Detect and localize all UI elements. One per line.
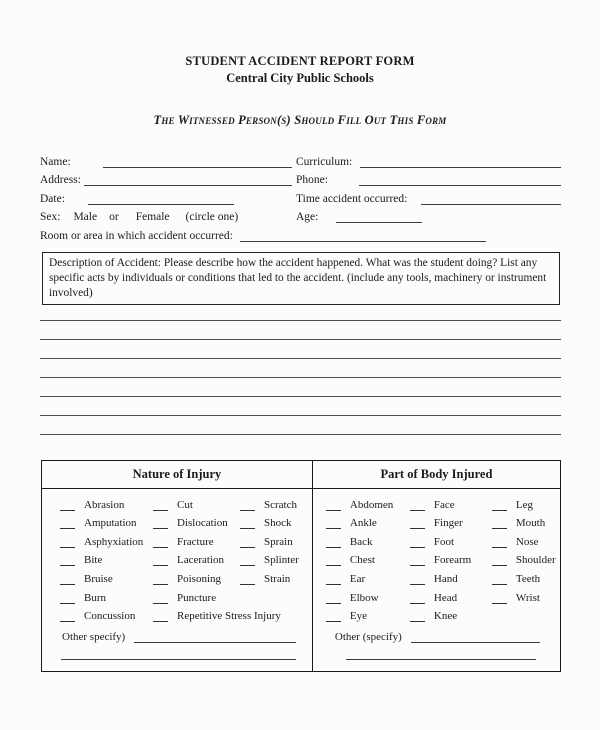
circle-one-note: (circle one) xyxy=(185,211,239,223)
writing-line[interactable] xyxy=(40,416,561,435)
checkmark-blank[interactable] xyxy=(240,516,255,529)
injury-table xyxy=(41,460,561,672)
body-part-option[interactable] xyxy=(326,585,410,604)
sex-option-male[interactable]: Male xyxy=(73,211,98,223)
form-title: STUDENT ACCIDENT REPORT FORM xyxy=(185,54,415,68)
phone-label: Phone: xyxy=(296,174,328,186)
option-label: Strain xyxy=(264,572,291,585)
body-part-option[interactable] xyxy=(410,492,492,511)
form-header xyxy=(0,54,600,128)
checkmark-blank[interactable] xyxy=(240,535,255,548)
option-label: Shock xyxy=(264,517,292,530)
address-input-line[interactable] xyxy=(84,172,292,186)
checkmark-blank[interactable] xyxy=(492,553,507,566)
option-label: Dislocation xyxy=(177,517,228,530)
checkmark-blank[interactable] xyxy=(326,572,341,585)
option-label: Poisoning xyxy=(177,572,222,585)
checkmark-blank[interactable] xyxy=(153,516,168,529)
body-part-option[interactable] xyxy=(410,529,492,548)
checkmark-blank[interactable] xyxy=(410,553,425,566)
nature-extra-input-line[interactable] xyxy=(61,658,296,660)
body-column-3 xyxy=(492,492,556,622)
injury-option[interactable] xyxy=(153,585,240,604)
injury-option[interactable] xyxy=(60,548,153,567)
option-label: Bruise xyxy=(84,572,113,585)
checkmark-blank[interactable] xyxy=(410,498,425,511)
option-label: Head xyxy=(433,591,458,604)
body-other-row xyxy=(313,624,560,643)
writing-line[interactable] xyxy=(40,321,561,340)
option-label: Abrasion xyxy=(84,498,125,511)
checkmark-blank[interactable] xyxy=(240,553,255,566)
option-label: Eye xyxy=(349,610,368,623)
checkmark-blank[interactable] xyxy=(326,553,341,566)
age-input-line[interactable] xyxy=(336,209,422,223)
checkmark-blank[interactable] xyxy=(153,535,168,548)
injury-option[interactable] xyxy=(240,492,299,511)
writing-line[interactable] xyxy=(40,302,561,321)
option-label: Bite xyxy=(84,554,103,567)
checkmark-blank[interactable] xyxy=(153,498,168,511)
part-of-body-cell xyxy=(313,489,560,671)
nature-column-3 xyxy=(240,492,299,622)
description-prompt: Description of Accident: Please describe how the accident happened. What was the student doing? List any specific acts by individuals or conditions that led to the accident. (include any tools, machinery or instrument involved) xyxy=(49,257,547,299)
checkmark-blank[interactable] xyxy=(410,535,425,548)
curriculum-label: Curriculum: xyxy=(296,155,353,168)
injury-option[interactable] xyxy=(60,511,153,530)
option-label: Fracture xyxy=(177,535,214,548)
writing-line[interactable] xyxy=(40,397,561,416)
checkmark-blank[interactable] xyxy=(153,609,168,622)
curriculum-input-line[interactable] xyxy=(360,154,561,168)
body-part-option[interactable] xyxy=(326,529,410,548)
injury-option[interactable] xyxy=(240,511,299,530)
checkmark-blank[interactable] xyxy=(153,572,168,585)
sex-option-female[interactable]: Female xyxy=(135,211,170,223)
injury-option[interactable] xyxy=(153,492,240,511)
injury-option[interactable] xyxy=(153,511,240,530)
school-name: Central City Public Schools xyxy=(226,71,374,85)
instruction-line: The Witnessed Person(s) Should Fill Out This Form xyxy=(153,113,447,127)
writing-line[interactable] xyxy=(40,340,561,359)
injury-option[interactable] xyxy=(240,529,299,548)
option-label: Back xyxy=(349,535,373,548)
checkmark-blank[interactable] xyxy=(60,535,75,548)
option-label: Laceration xyxy=(177,554,225,567)
body-part-option[interactable] xyxy=(326,492,410,511)
sex-or-text: or xyxy=(109,211,119,223)
date-row xyxy=(40,186,296,205)
description-of-accident-box xyxy=(42,252,560,305)
nature-other-row xyxy=(42,624,312,643)
injury-option[interactable] xyxy=(240,548,299,567)
checkmark-blank[interactable] xyxy=(492,498,507,511)
option-label: Burn xyxy=(84,591,106,604)
body-part-option[interactable] xyxy=(492,585,556,604)
injury-option[interactable] xyxy=(153,604,281,623)
checkmark-blank[interactable] xyxy=(153,553,168,566)
option-label: Face xyxy=(433,498,455,511)
checkmark-blank[interactable] xyxy=(410,609,425,622)
checkmark-blank[interactable] xyxy=(240,498,255,511)
body-part-option[interactable] xyxy=(326,511,410,530)
name-row xyxy=(40,149,296,168)
checkmark-blank[interactable] xyxy=(326,498,341,511)
body-part-option[interactable] xyxy=(492,548,556,567)
checkmark-blank[interactable] xyxy=(240,572,255,585)
identity-fields xyxy=(40,149,561,242)
checkmark-blank[interactable] xyxy=(492,516,507,529)
body-part-option[interactable] xyxy=(492,529,556,548)
option-label: Knee xyxy=(433,610,458,623)
checkmark-blank[interactable] xyxy=(153,591,168,604)
phone-row xyxy=(296,168,561,187)
writing-line[interactable] xyxy=(40,378,561,397)
body-part-option[interactable] xyxy=(410,604,492,623)
injury-option[interactable] xyxy=(60,492,153,511)
nature-extra-line-row xyxy=(42,643,312,660)
nature-column-1 xyxy=(60,492,153,622)
time-occurred-row xyxy=(296,186,561,205)
writing-line[interactable] xyxy=(40,359,561,378)
body-part-option[interactable] xyxy=(326,604,410,623)
body-part-option[interactable] xyxy=(410,585,492,604)
option-label: Sprain xyxy=(264,535,293,548)
date-input-line[interactable] xyxy=(88,191,234,205)
age-row xyxy=(296,205,561,224)
checkmark-blank[interactable] xyxy=(60,553,75,566)
checkmark-blank[interactable] xyxy=(326,591,341,604)
injury-option[interactable] xyxy=(153,529,240,548)
body-part-option[interactable] xyxy=(410,566,492,585)
checkmark-blank[interactable] xyxy=(410,572,425,585)
option-label: Splinter xyxy=(264,554,299,567)
option-label: Puncture xyxy=(177,591,217,604)
name-input-line[interactable] xyxy=(103,154,292,168)
option-label: Forearm xyxy=(433,554,472,567)
checkmark-blank[interactable] xyxy=(60,516,75,529)
option-label: Leg xyxy=(515,498,534,511)
sex-row xyxy=(40,205,296,224)
address-row xyxy=(40,168,296,187)
option-label: Nose xyxy=(515,535,539,548)
age-label: Age: xyxy=(296,211,319,223)
option-label: Hand xyxy=(433,572,458,585)
checkmark-blank[interactable] xyxy=(326,535,341,548)
body-extra-input-line[interactable] xyxy=(346,658,536,660)
nature-other-input-line[interactable] xyxy=(134,630,296,643)
injury-option[interactable] xyxy=(153,566,240,585)
injury-option[interactable] xyxy=(153,548,240,567)
option-label: Elbow xyxy=(349,591,379,604)
room-row xyxy=(40,223,561,242)
option-label: Cut xyxy=(177,498,193,511)
body-other-input-line[interactable] xyxy=(411,630,540,643)
option-label: Shoulder xyxy=(515,554,556,567)
checkmark-blank[interactable] xyxy=(60,591,75,604)
checkmark-blank[interactable] xyxy=(492,572,507,585)
nature-of-injury-header: Nature of Injury xyxy=(42,461,313,488)
address-label: Address: xyxy=(40,174,81,186)
room-input-line[interactable] xyxy=(240,228,486,242)
time-occurred-input-line[interactable] xyxy=(421,191,561,205)
time-occurred-label: Time accident occurred: xyxy=(296,192,408,205)
injury-option[interactable] xyxy=(60,585,153,604)
option-label: Asphyxiation xyxy=(84,535,144,548)
option-label: Amputation xyxy=(84,517,137,530)
checkmark-blank[interactable] xyxy=(60,572,75,585)
body-part-option[interactable] xyxy=(492,511,556,530)
injury-option[interactable] xyxy=(60,529,153,548)
body-part-option[interactable] xyxy=(492,492,556,511)
option-label: Finger xyxy=(433,517,463,530)
body-part-option[interactable] xyxy=(326,566,410,585)
option-label: Ankle xyxy=(349,517,377,530)
sex-label: Sex: xyxy=(40,211,61,223)
checkmark-blank[interactable] xyxy=(326,516,341,529)
option-label: Scratch xyxy=(264,498,297,511)
part-of-body-header: Part of Body Injured xyxy=(380,467,493,481)
option-label: Ear xyxy=(349,572,366,585)
body-other-label: Other (specify) xyxy=(334,631,402,644)
option-label: Abdomen xyxy=(349,498,394,511)
checkmark-blank[interactable] xyxy=(492,591,507,604)
option-label: Foot xyxy=(433,535,455,548)
checkmark-blank[interactable] xyxy=(326,609,341,622)
date-label: Date: xyxy=(40,192,65,205)
injury-option[interactable] xyxy=(240,566,299,585)
checkmark-blank[interactable] xyxy=(60,609,75,622)
body-part-option[interactable] xyxy=(492,566,556,585)
checkmark-blank[interactable] xyxy=(410,591,425,604)
nature-other-label: Other specify) xyxy=(62,631,126,644)
option-label: Concussion xyxy=(84,610,136,623)
option-label: Wrist xyxy=(515,591,540,604)
fields-right-column xyxy=(296,149,561,223)
curriculum-row xyxy=(296,149,561,168)
body-column-1 xyxy=(326,492,410,622)
room-label: Room or area in which accident occurred: xyxy=(40,229,233,242)
description-writing-area[interactable] xyxy=(40,302,561,435)
checkmark-blank[interactable] xyxy=(492,535,507,548)
option-label: Chest xyxy=(349,554,375,567)
nature-of-injury-cell xyxy=(42,489,313,671)
name-label: Name: xyxy=(40,155,71,168)
option-label: Teeth xyxy=(515,572,541,585)
option-label: Repetitive Stress Injury xyxy=(177,610,281,623)
injury-table-header xyxy=(42,461,560,489)
injury-option[interactable] xyxy=(60,566,153,585)
fields-left-column xyxy=(40,149,296,223)
body-part-option[interactable] xyxy=(410,548,492,567)
body-part-option[interactable] xyxy=(326,548,410,567)
body-column-2 xyxy=(410,492,492,622)
option-label: Mouth xyxy=(515,517,546,530)
body-part-option[interactable] xyxy=(410,511,492,530)
phone-input-line[interactable] xyxy=(359,172,561,186)
injury-option[interactable] xyxy=(60,604,153,623)
checkmark-blank[interactable] xyxy=(410,516,425,529)
body-extra-line-row xyxy=(313,643,560,660)
checkmark-blank[interactable] xyxy=(60,498,75,511)
